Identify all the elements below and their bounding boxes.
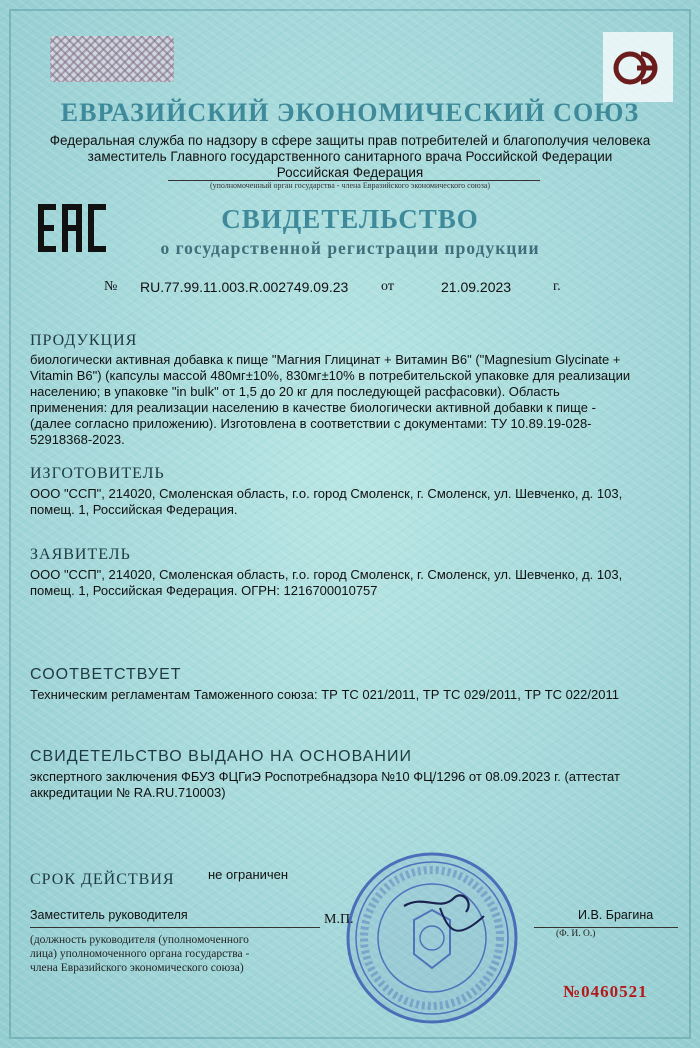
certificate-subtitle: о государственной регистрации продукции — [160, 238, 540, 258]
date-from-label: от — [381, 279, 394, 294]
name-caption: (Ф. И. О.) — [556, 929, 596, 939]
issuing-authority — [20, 133, 680, 181]
position-caption-line: (должность руководителя (уполномоченного — [30, 934, 249, 946]
product-line: (далее согласно приложению). Изготовлена в соответствии с документами: ТУ 10.89.19-028- — [30, 416, 592, 431]
manufacturer-line: помещ. 1, Российская Федерация. — [30, 502, 238, 517]
manufacturer-line: ООО "ССП", 214020, Смоленская область, г.о. город Смоленск, г. Смоленск, ул. Шевченко, д. 103, — [30, 486, 623, 501]
certificate-title: СВИДЕТЕЛЬСТВО — [221, 204, 479, 234]
applicant-line: помещ. 1, Российская Федерация. ОГРН: 1216700010757 — [30, 583, 378, 598]
product-line: применения: для реализации населению в качестве биологически активной добавки к пище - — [30, 400, 596, 415]
authority-line: Российская Федерация — [276, 165, 424, 180]
form-number: №0460521 — [563, 982, 648, 1001]
product-description — [30, 352, 680, 448]
basis-line: экспертного заключения ФБУЗ ФЦГиЭ Роспотребнадзора №10 ФЦ/1296 от 08.09.2023 г. (аттестат — [30, 769, 620, 784]
manufacturer-section-title: ИЗГОТОВИТЕЛЬ — [30, 465, 165, 482]
position-caption-line: члена Евразийского экономического союза) — [30, 962, 244, 974]
security-pattern — [50, 36, 174, 82]
applicant-section-title: ЗАЯВИТЕЛЬ — [30, 546, 131, 563]
signatory-position: Заместитель руководителя — [30, 908, 188, 922]
basis-details — [30, 769, 680, 801]
product-line: населению; в упаковке "in bulk" от 1,5 до 20 кг для последующей расфасовки). Область — [30, 384, 560, 399]
applicant-details — [30, 567, 680, 599]
conformity-details — [30, 687, 680, 703]
signatory-name: И.В. Брагина — [578, 908, 654, 922]
validity-section-title: СРОК ДЕЙСТВИЯ — [30, 871, 175, 888]
stamp-place-label: М.П. — [324, 912, 354, 927]
basis-section-title: СВИДЕТЕЛЬСТВО ВЫДАНО НА ОСНОВАНИИ — [30, 748, 412, 765]
se-logo-box — [603, 32, 673, 102]
registration-date: 21.09.2023 — [441, 279, 512, 295]
product-line: 52918368-2023. — [30, 432, 125, 447]
basis-line: аккредитации № RA.RU.710003) — [30, 785, 226, 800]
product-section-title: ПРОДУКЦИЯ — [30, 332, 138, 349]
union-title: ЕВРАЗИЙСКИЙ ЭКОНОМИЧЕСКИЙ СОЮЗ — [60, 98, 640, 127]
official-stamp-icon — [344, 850, 520, 1026]
manufacturer-details — [30, 486, 680, 518]
position-caption — [30, 933, 330, 975]
registration-number: RU.77.99.11.003.R.002749.09.23 — [140, 279, 349, 295]
position-underline — [30, 927, 320, 928]
validity-value: не ограничен — [208, 867, 289, 882]
conformity-line: Техническим регламентам Таможенного союза: ТР ТС 021/2011, ТР ТС 029/2011, ТР ТС 022/2011 — [30, 687, 619, 702]
authority-caption: (уполномоченный орган государства - члена Евразийского экономического союза) — [209, 181, 491, 190]
conformity-section-title: СООТВЕТСТВУЕТ — [30, 666, 182, 683]
product-line: биологически активная добавка к пище "Магния Глицинат + Витамин В6" ("Magnesium Glycinate + — [30, 352, 621, 367]
se-logo-icon — [603, 32, 673, 102]
product-line: Vitamin B6") (капсулы массой 480мг±10%, 830мг±10% в потребительской упаковке для реализации — [30, 368, 631, 383]
authority-line: заместитель Главного государственного санитарного врача Российской Федерации — [87, 149, 613, 164]
position-caption-line: лица) уполномоченного органа государства - — [30, 948, 250, 960]
year-suffix: г. — [553, 279, 561, 294]
applicant-line: ООО "ССП", 214020, Смоленская область, г.о. город Смоленск, г. Смоленск, ул. Шевченко, д. 103, — [30, 567, 623, 582]
official-stamp — [344, 850, 520, 1026]
number-label: № — [104, 279, 118, 294]
name-underline — [534, 927, 678, 928]
authority-line: Федеральная служба по надзору в сфере защиты прав потребителей и благополучия человека — [49, 133, 651, 148]
